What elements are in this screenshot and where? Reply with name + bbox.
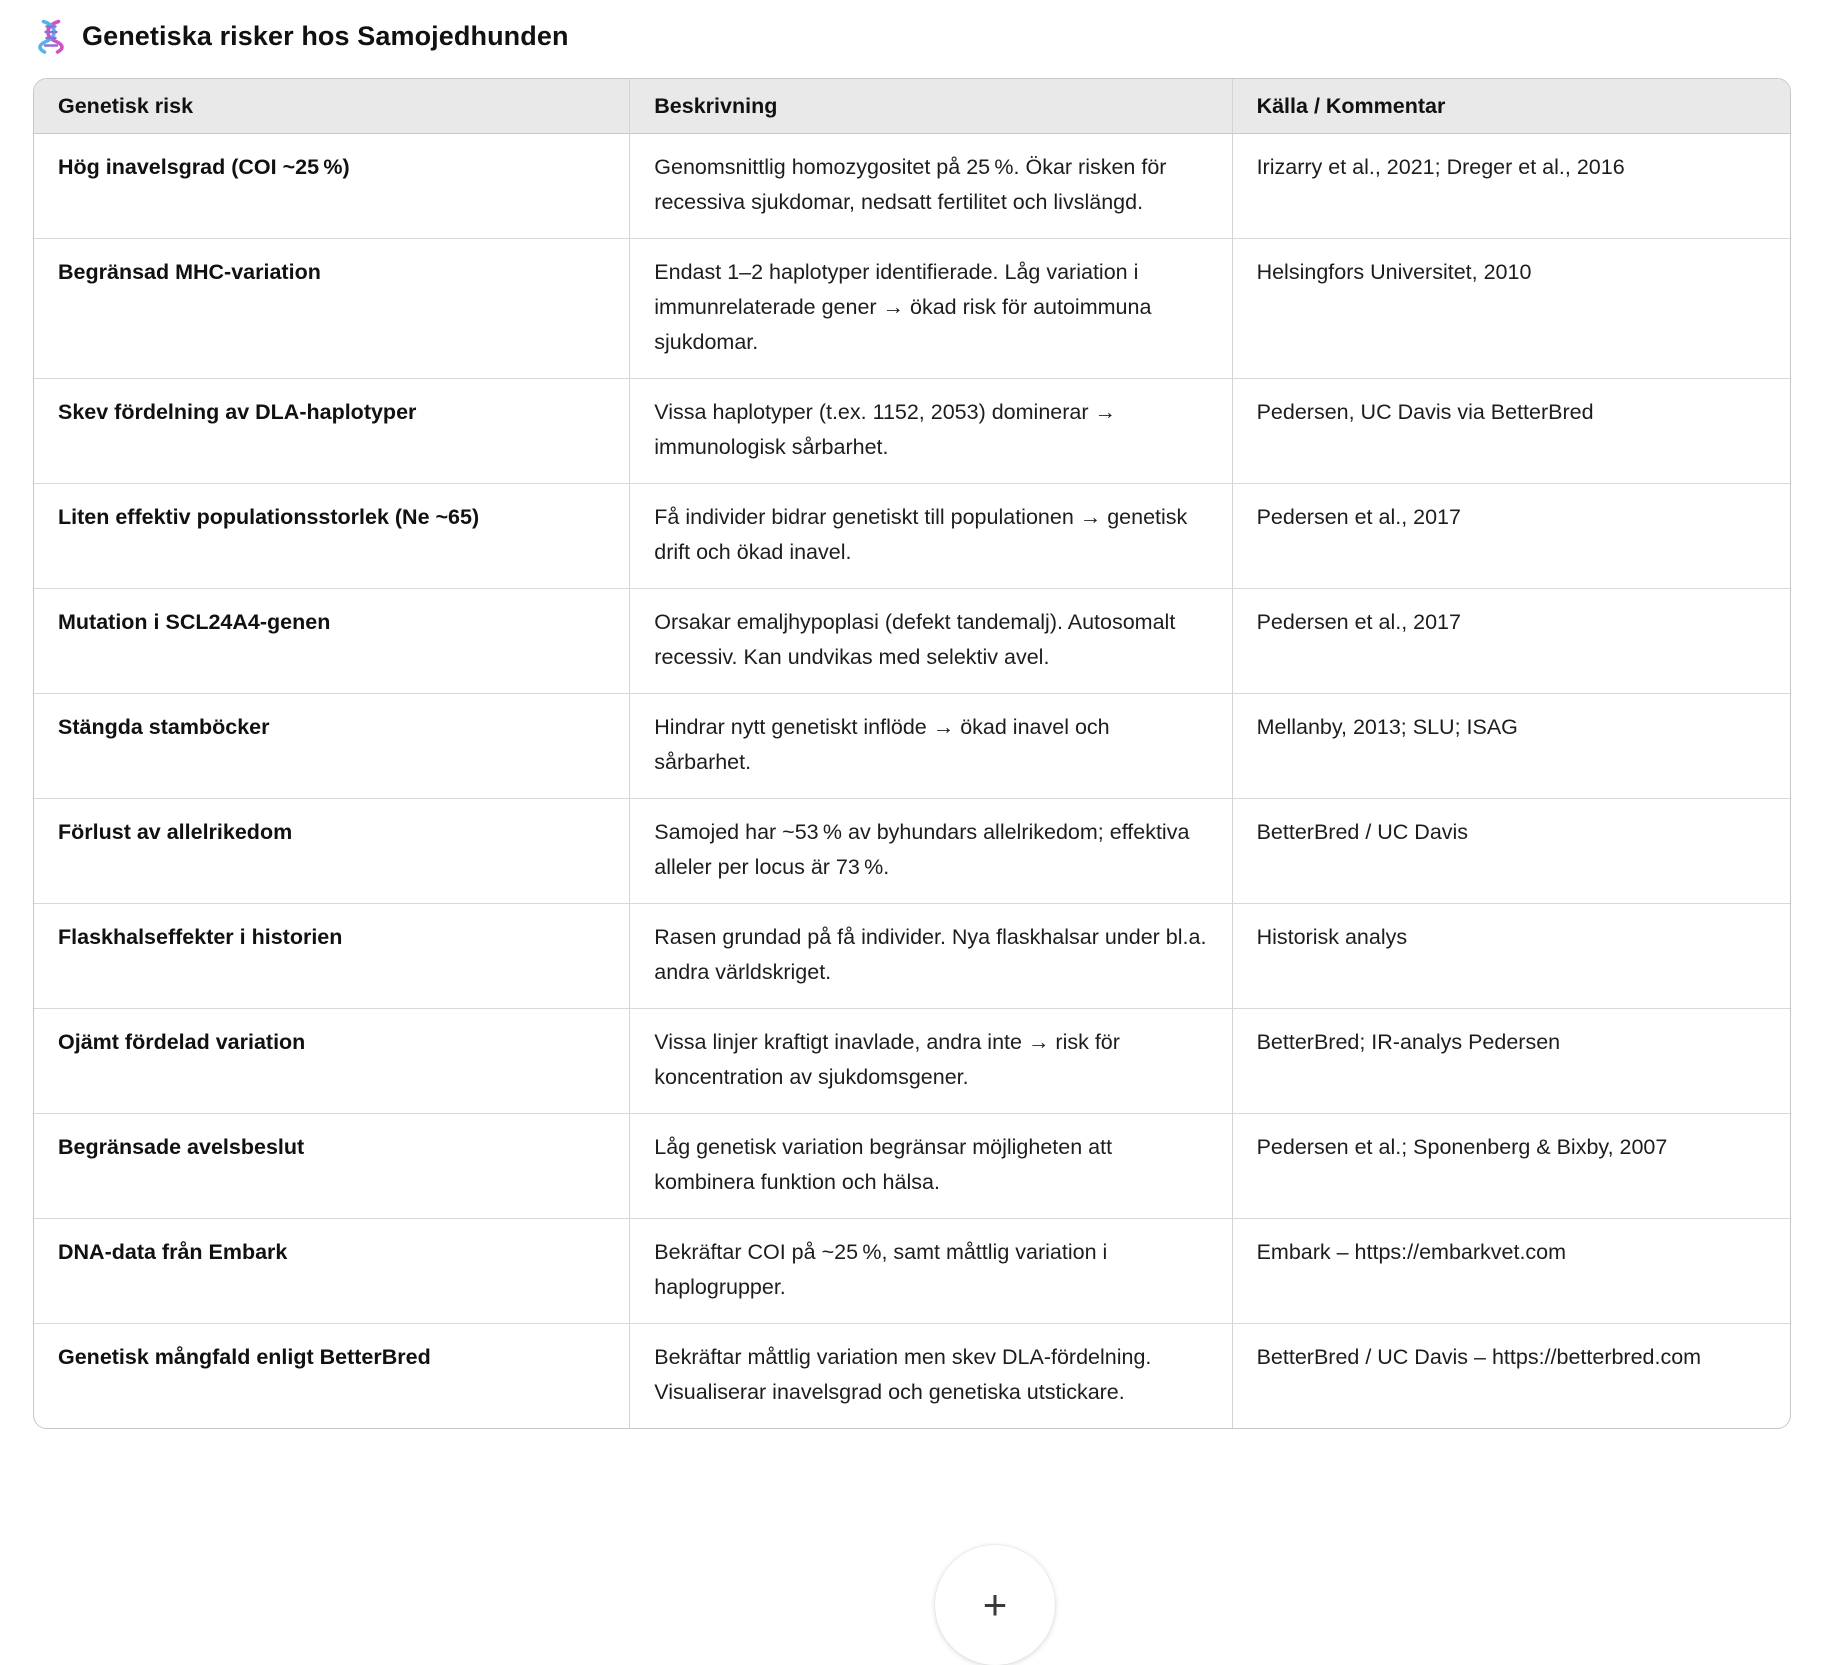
table-row bbox=[34, 1008, 1790, 1113]
table-row bbox=[34, 483, 1790, 588]
risk-cell: Stängda stamböcker bbox=[34, 693, 629, 798]
description-cell: Få individer bidrar genetiskt till populationen → genetisk drift och ökad inavel. bbox=[629, 483, 1231, 588]
risk-cell: Ojämt fördelad variation bbox=[34, 1008, 629, 1113]
description-cell: Vissa linjer kraftigt inavlade, andra inte → risk för koncentration av sjukdomsgener. bbox=[629, 1008, 1231, 1113]
column-header-kalla-kommentar: Källa / Kommentar bbox=[1232, 79, 1790, 134]
table-row bbox=[34, 134, 1790, 238]
table-row bbox=[34, 1113, 1790, 1218]
risk-cell: Begränsad MHC-variation bbox=[34, 238, 629, 378]
description-cell: Orsakar emaljhypoplasi (defekt tandemalj). Autosomalt recessiv. Kan undvikas med selektiv avel. bbox=[629, 588, 1231, 693]
source-cell: Pedersen, UC Davis via BetterBred bbox=[1232, 378, 1790, 483]
column-header-genetisk-risk: Genetisk risk bbox=[34, 79, 629, 134]
source-cell: Mellanby, 2013; SLU; ISAG bbox=[1232, 693, 1790, 798]
description-cell: Endast 1–2 haplotyper identifierade. Låg variation i immunrelaterade gener → ökad risk för autoimmuna sjukdomar. bbox=[629, 238, 1231, 378]
source-cell: Pedersen et al.; Sponenberg & Bixby, 2007 bbox=[1232, 1113, 1790, 1218]
dna-icon bbox=[33, 18, 69, 54]
source-cell: Helsingfors Universitet, 2010 bbox=[1232, 238, 1790, 378]
table-row bbox=[34, 693, 1790, 798]
source-cell: BetterBred / UC Davis – https://betterbred.com bbox=[1232, 1323, 1790, 1428]
table-row bbox=[34, 903, 1790, 1008]
risk-cell: Mutation i SCL24A4-genen bbox=[34, 588, 629, 693]
table-body bbox=[34, 134, 1790, 1428]
description-cell: Hindrar nytt genetiskt inflöde → ökad inavel och sårbarhet. bbox=[629, 693, 1231, 798]
risk-cell: Liten effektiv populationsstorlek (Ne ~65) bbox=[34, 483, 629, 588]
description-cell: Vissa haplotyper (t.ex. 1152, 2053) dominerar → immunologisk sårbarhet. bbox=[629, 378, 1231, 483]
genetic-risk-table bbox=[33, 78, 1791, 1429]
risk-cell: Begränsade avelsbeslut bbox=[34, 1113, 629, 1218]
source-cell: Pedersen et al., 2017 bbox=[1232, 588, 1790, 693]
page-title-row bbox=[33, 18, 1791, 54]
description-cell: Rasen grundad på få individer. Nya flaskhalsar under bl.a. andra världskriget. bbox=[629, 903, 1231, 1008]
source-cell: Embark – https://embarkvet.com bbox=[1232, 1218, 1790, 1323]
table-header-row bbox=[34, 79, 1790, 134]
column-header-beskrivning: Beskrivning bbox=[629, 79, 1231, 134]
description-cell: Bekräftar måttlig variation men skev DLA-fördelning. Visualiserar inavelsgrad och genetiska utstickare. bbox=[629, 1323, 1231, 1428]
risk-cell: Genetisk mångfald enligt BetterBred bbox=[34, 1323, 629, 1428]
table-row bbox=[34, 238, 1790, 378]
description-cell: Samojed har ~53 % av byhundars allelrikedom; effektiva alleler per locus är 73 %. bbox=[629, 798, 1231, 903]
source-cell: Pedersen et al., 2017 bbox=[1232, 483, 1790, 588]
table-row bbox=[34, 1218, 1790, 1323]
source-cell: Irizarry et al., 2021; Dreger et al., 2016 bbox=[1232, 134, 1790, 238]
source-cell: Historisk analys bbox=[1232, 903, 1790, 1008]
page-title: Genetiska risker hos Samojedhunden bbox=[82, 20, 569, 51]
plus-icon: + bbox=[982, 1581, 1008, 1628]
risk-cell: DNA-data från Embark bbox=[34, 1218, 629, 1323]
table-row bbox=[34, 378, 1790, 483]
risk-cell: Hög inavelsgrad (COI ~25 %) bbox=[58, 155, 350, 179]
table-row bbox=[34, 588, 1790, 693]
description-cell: Låg genetisk variation begränsar möjligheten att kombinera funktion och hälsa. bbox=[629, 1113, 1231, 1218]
description-cell: Bekräftar COI på ~25 %, samt måttlig variation i haplogrupper. bbox=[629, 1218, 1231, 1323]
table-row bbox=[34, 1323, 1790, 1428]
risk-cell: Skev fördelning av DLA-haplotyper bbox=[34, 378, 629, 483]
risk-cell: Flaskhalseffekter i historien bbox=[34, 903, 629, 1008]
table-row bbox=[34, 798, 1790, 903]
description-cell: Genomsnittlig homozygositet på 25 %. Ökar risken för recessiva sjukdomar, nedsatt fertilitet och livslängd. bbox=[629, 134, 1231, 238]
source-cell: BetterBred; IR-analys Pedersen bbox=[1232, 1008, 1790, 1113]
add-button[interactable] bbox=[935, 1545, 1055, 1665]
risk-cell: Förlust av allelrikedom bbox=[34, 798, 629, 903]
source-cell: BetterBred / UC Davis bbox=[1232, 798, 1790, 903]
table-header bbox=[34, 79, 1790, 134]
